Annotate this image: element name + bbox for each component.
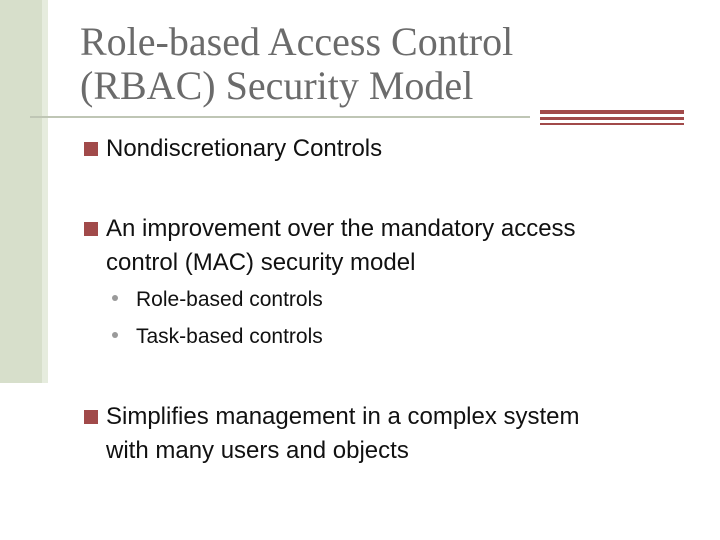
title-line-1: Role-based Access Control [80,19,514,64]
sub-bullet-item-2 [112,323,323,351]
bullet-line: An improvement over the mandatory access [106,215,576,242]
bullet-line: Nondiscretionary Controls [106,135,383,162]
square-bullet-icon [84,142,98,156]
bullet-item-2 [84,212,694,280]
bullet-line: with many users and objects [106,437,409,464]
bullet-line: control (MAC) security model [106,249,416,276]
sub-bullet-text: Role-based controls [136,288,323,311]
bullet-item-3 [84,400,694,468]
bullet-text [84,400,694,468]
left-band-edge [42,0,48,383]
title-accent-bar-1 [540,110,684,114]
title-accent-bar-3 [540,123,684,125]
sub-bullet-item-1 [112,286,323,314]
square-bullet-icon [84,410,98,424]
title-line-2: (RBAC) Security Model [80,63,474,108]
round-bullet-icon [112,332,118,338]
sub-bullet-text: Task-based controls [136,325,323,348]
bullet-text [84,212,694,280]
round-bullet-icon [112,295,118,301]
bullet-text [84,132,694,166]
left-decorative-band [0,0,48,383]
title-accent-bar-2 [540,117,684,120]
bullet-item-1 [84,132,694,166]
slide-title [80,20,700,108]
square-bullet-icon [84,222,98,236]
title-underline-gray [30,116,530,118]
bullet-line: Simplifies management in a complex system [106,403,580,430]
